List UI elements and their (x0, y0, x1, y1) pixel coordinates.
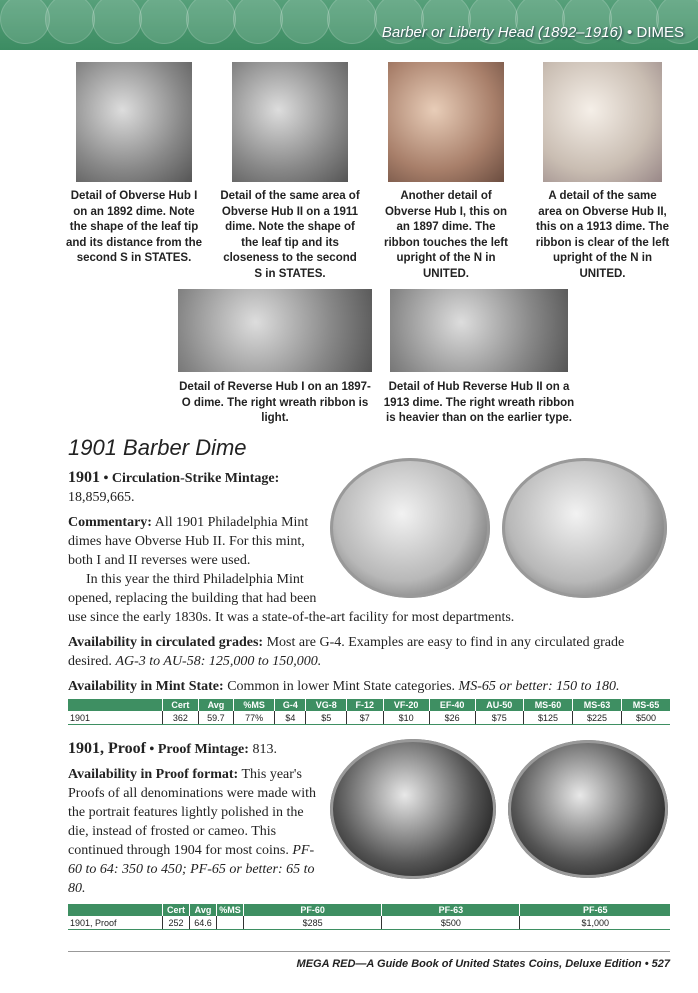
col-header: Cert (163, 904, 190, 916)
col-header (68, 699, 163, 711)
col-header: F-12 (346, 699, 383, 711)
cell: $225 (573, 711, 622, 725)
cell: 59.7 (198, 711, 233, 725)
caption: Detail of Obverse Hub I on an 1892 dime. Note the shape of the leaf tip and its distance from the second S in STATES. (65, 190, 203, 264)
pricing-table-1901-proof (68, 904, 670, 930)
commentary-label: Commentary: (68, 515, 152, 530)
proof-reverse-coin-photo (508, 740, 668, 878)
cell: $75 (475, 711, 523, 725)
caption: Detail of the same area of Obverse Hub II on a 1911 dime. Note the shape of the leaf tip and its closeness to the second S in STATES. (220, 190, 360, 280)
mint-state-population: MS-65 or better: 150 to 180. (458, 679, 620, 694)
detail-photo-1913 (543, 62, 662, 182)
page-number: 527 (651, 958, 670, 970)
proof-population: PF-60 to 64: 350 to 450; PF-65 or better: 65 to 80. (68, 843, 315, 896)
col-header: EF-40 (429, 699, 475, 711)
series-name: Barber or Liberty Head (381, 24, 534, 41)
caption: Detail of Reverse Hub I on an 1897-O dime. The right wreath ribbon is light. (179, 381, 371, 424)
footer (297, 958, 670, 970)
section-name: DIMES (636, 24, 684, 41)
reverse-coin-photo (502, 458, 667, 598)
cell: $285 (244, 916, 382, 930)
proof-availability-text: This year's Proofs of all denominations were made with the portrait features lightly polished in the die, instead of frosted or cameo. This continued through 1904 for most coins. (68, 767, 317, 858)
reverse-hub-2-photo (390, 289, 568, 372)
col-header: Avg (198, 699, 233, 711)
cell: 1901, Proof (68, 916, 163, 930)
proof-mintage-label: • Proof Mintage: (149, 742, 249, 757)
cell: 77% (233, 711, 274, 725)
caption: Detail of Hub Reverse Hub II on a 1913 dime. The right wreath ribbon is heavier than on the earlier type. (383, 381, 575, 424)
col-header: MS-63 (573, 699, 622, 711)
cell: $26 (429, 711, 475, 725)
circulated-population: AG-3 to AU-58: 125,000 to 150,000. (115, 654, 322, 669)
table-header-row (68, 904, 670, 916)
proof-obverse-coin-photo (330, 739, 496, 879)
col-header: MS-65 (622, 699, 670, 711)
detail-photo-1897 (388, 62, 504, 182)
coin-photos-1901 (330, 458, 670, 600)
cell: $500 (382, 916, 520, 930)
cell: $10 (383, 711, 429, 725)
circulated-label: Availability in circulated grades: (68, 635, 264, 650)
cell: $5 (306, 711, 347, 725)
cell: 252 (163, 916, 190, 930)
obverse-coin-photo (330, 458, 490, 598)
series-dates: (1892–1916) (537, 24, 623, 41)
reverse-hub-1-photo (178, 289, 372, 372)
header-band (0, 0, 698, 50)
separator: • (627, 24, 633, 41)
col-header: VG-8 (306, 699, 347, 711)
mintage-value: 18,859,665. (68, 490, 135, 505)
proof-availability-label: Availability in Proof format: (68, 767, 239, 782)
cell: $7 (346, 711, 383, 725)
cell: 1901 (68, 711, 163, 725)
col-header: PF-60 (244, 904, 382, 916)
col-header: Avg (190, 904, 217, 916)
col-header: AU-50 (475, 699, 523, 711)
col-header: PF-63 (382, 904, 520, 916)
main-content (68, 434, 670, 930)
cell (217, 916, 244, 930)
col-header: %MS (233, 699, 274, 711)
mint-state-label: Availability in Mint State: (68, 679, 224, 694)
detail-photo-1911 (232, 62, 348, 182)
cell: $125 (523, 711, 572, 725)
cell: $4 (275, 711, 306, 725)
book-title: MEGA RED—A Guide Book of United States Coins, Deluxe Edition (296, 958, 642, 970)
table-row (68, 916, 670, 930)
table-row (68, 711, 670, 725)
pricing-table-1901 (68, 699, 670, 725)
running-head (382, 24, 684, 41)
table-header-row (68, 699, 670, 711)
col-header: Cert (163, 699, 199, 711)
cell: 64.6 (190, 916, 217, 930)
col-header: G-4 (275, 699, 306, 711)
cell: $500 (622, 711, 670, 725)
detail-photo-1892 (76, 62, 192, 182)
cell: $1,000 (520, 916, 670, 930)
caption: A detail of the same area on Obverse Hub II, this on a 1913 dime. The ribbon is clear of the left upright of the N in UNITED. (535, 190, 670, 280)
page-title: 1901 Barber Dime (68, 435, 247, 460)
col-header: MS-60 (523, 699, 572, 711)
circulated-text: Most are G-4. Examples are easy to find in any circulated grade desired. (68, 635, 625, 669)
coin-photos-1901-proof (330, 739, 670, 879)
separator: • (644, 958, 649, 970)
proof-mintage-value: 813. (252, 742, 277, 757)
col-header: %MS (217, 904, 244, 916)
col-header: VF-20 (383, 699, 429, 711)
history-text: In this year the third Philadelphia Mint opened, replacing the building that had been use since the early 1830s. It was a state-of-the-art facility for most departments. (68, 572, 515, 625)
mint-state-text: Common in lower Mint State categories. (227, 679, 456, 694)
caption: Another detail of Obverse Hub I, this on an 1897 dime. The ribbon touches the left upright of the N in UNITED. (384, 190, 508, 280)
mintage-label: • Circulation-Strike Mintage: (103, 471, 280, 486)
cell: 362 (163, 711, 199, 725)
col-header (68, 904, 163, 916)
footer-divider (68, 951, 670, 952)
proof-heading: 1901, Proof (68, 740, 146, 757)
year-heading: 1901 (68, 469, 100, 486)
commentary-text: All 1901 Philadelphia Mint dimes have Obverse Hub II. For this mint, both I and II reverses were used. (68, 515, 309, 568)
col-header: PF-65 (520, 904, 670, 916)
